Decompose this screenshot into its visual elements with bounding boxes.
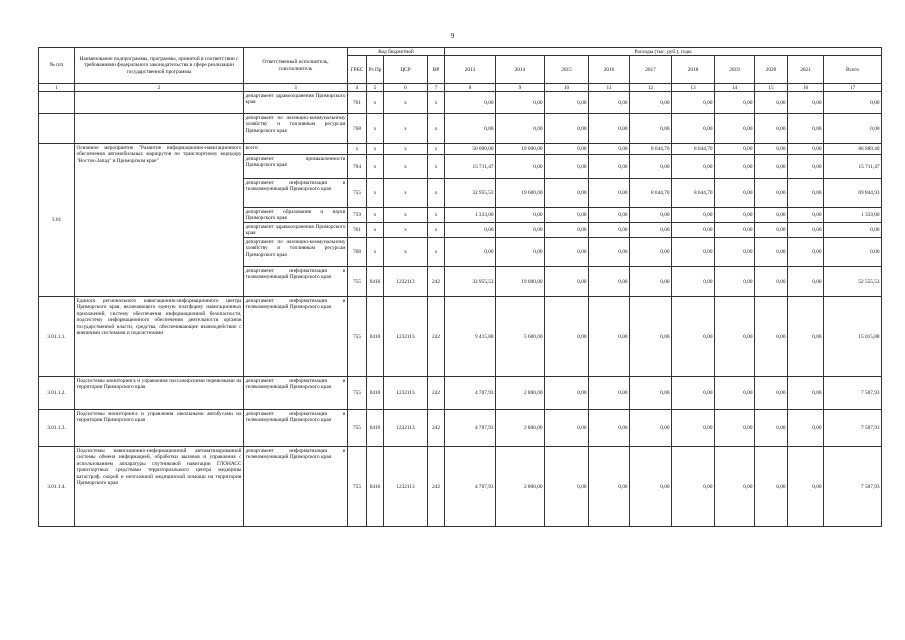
row-rzpr-cell: х [367, 238, 384, 267]
row-number-cell: 3.01.1.1. [39, 297, 75, 377]
row-value-cell: 4 707,93 [445, 447, 496, 527]
col-header-year: 2014 [496, 56, 545, 84]
row-grbs-cell: х [348, 144, 367, 155]
row-value-cell: 15 015,88 [824, 297, 882, 377]
row-value-cell: 0,00 [545, 223, 589, 238]
column-index-cell: 11 [589, 84, 630, 92]
row-value-cell: 0,00 [589, 208, 630, 223]
row-vr-cell: х [428, 223, 445, 238]
column-index-cell: 3 [244, 84, 348, 92]
row-value-cell: 0,00 [545, 297, 589, 377]
row-vr-cell: х [428, 208, 445, 223]
column-index-cell: 12 [630, 84, 672, 92]
col-header-total: Всего [824, 56, 882, 84]
row-value-cell: 0,00 [672, 92, 715, 114]
row-grbs-cell: 755 [348, 297, 367, 377]
row-grbs-cell: 768 [348, 238, 367, 267]
row-value-cell: 0,00 [788, 155, 824, 179]
row-value-cell: 0,00 [715, 92, 755, 114]
row-csr-cell: 1232113 [384, 410, 428, 447]
row-value-cell: 86 889,40 [824, 144, 882, 155]
row-value-cell: 0,00 [672, 297, 715, 377]
row-executor-cell: департамент здравоохранения Приморского края [244, 92, 348, 114]
row-number-cell: 3.01 [39, 144, 75, 297]
row-value-cell: 0,00 [788, 179, 824, 208]
row-csr-cell: х [384, 92, 428, 114]
row-value-cell: 69 844,93 [824, 179, 882, 208]
budget-table [38, 47, 882, 527]
row-value-cell: 0,00 [715, 223, 755, 238]
row-name-cell: Подсистемы мониторинга и управления школьными автобусами на территории Приморского края [75, 410, 244, 447]
row-value-cell: 0,00 [496, 92, 545, 114]
row-value-cell: 32 955,53 [445, 267, 496, 297]
column-index-cell: 17 [824, 84, 882, 92]
row-executor-cell: департамент промышленности Приморского края [244, 155, 348, 179]
column-index-cell: 13 [672, 84, 715, 92]
col-header-year: 2017 [630, 56, 672, 84]
row-value-cell: 0,00 [672, 223, 715, 238]
row-grbs-cell: 794 [348, 155, 367, 179]
row-value-cell: 1 333,00 [445, 208, 496, 223]
row-value-cell: 0,00 [589, 144, 630, 155]
row-value-cell: 0,00 [630, 155, 672, 179]
row-vr-cell: 242 [428, 267, 445, 297]
row-name-cell: Подсистемы мониторинга и управления пассажирскими перевозками на территории Приморского края [75, 377, 244, 410]
row-value-cell: 0,00 [630, 447, 672, 527]
row-value-cell: 0,00 [630, 223, 672, 238]
row-value-cell: 7 507,93 [824, 410, 882, 447]
col-header-year: 2018 [672, 56, 715, 84]
row-value-cell: 0,00 [788, 208, 824, 223]
row-executor-cell: департамент здравоохранения Приморского края [245, 223, 346, 237]
row-value-cell: 0,00 [788, 377, 824, 410]
table-row [39, 144, 882, 155]
row-value-cell: 0,00 [672, 267, 715, 297]
row-value-cell: 0,00 [630, 238, 672, 267]
row-value-cell: 0,00 [755, 114, 788, 144]
row-value-cell: 0,00 [755, 447, 788, 527]
col-header-budget-code: Код бюджетной [348, 48, 445, 56]
row-name-cell [75, 114, 244, 144]
col-header-rzpr: Рз Пр [367, 56, 384, 84]
row-value-cell: 0,00 [630, 208, 672, 223]
col-header-csr: ЦСР [384, 56, 428, 84]
row-value-cell: 15 711,47 [824, 155, 882, 179]
row-value-cell: 0,00 [445, 92, 496, 114]
row-value-cell: 4 707,93 [445, 410, 496, 447]
col-header-name: Наименование подпрограммы, программы, принятой в соответствии с требованиями федерального законодательства в сфере реализации государственной программы [75, 48, 244, 84]
row-vr-cell: х [428, 92, 445, 114]
col-header-year: 2016 [589, 56, 630, 84]
row-value-cell: 0,00 [788, 267, 824, 297]
row-value-cell: 4 707,93 [445, 377, 496, 410]
row-value-cell: 0,00 [715, 208, 755, 223]
row-value-cell: 0,00 [630, 114, 672, 144]
column-index-cell: 4 [348, 84, 367, 92]
row-value-cell: 0,00 [496, 114, 545, 144]
col-header-vr: ВР [428, 56, 445, 84]
row-value-cell: 0,00 [715, 179, 755, 208]
row-value-cell: 0,00 [589, 377, 630, 410]
row-value-cell: 0,00 [496, 208, 545, 223]
row-value-cell: 0,00 [496, 155, 545, 179]
row-value-cell: 0,00 [788, 297, 824, 377]
row-value-cell: 0,00 [755, 238, 788, 267]
col-header-year: 2020 [755, 56, 788, 84]
row-value-cell: 19 600,00 [496, 267, 545, 297]
col-header-grbs: ГРБС [348, 56, 367, 84]
row-grbs-cell: 761 [348, 92, 367, 114]
row-csr-cell: х [384, 208, 428, 223]
row-value-cell: 0,00 [589, 447, 630, 527]
row-number-cell: 3.01.1.4. [39, 447, 75, 527]
row-executor-cell: департамент информатизации и телекоммуникаций Приморского края [244, 297, 348, 377]
row-value-cell: 0,00 [788, 238, 824, 267]
row-value-cell: 0,00 [589, 92, 630, 114]
col-header-num: № п/п [39, 48, 75, 84]
table-row [39, 114, 882, 144]
row-value-cell: 0,00 [589, 410, 630, 447]
row-grbs-cell: 755 [348, 410, 367, 447]
row-vr-cell: х [428, 238, 445, 267]
table-row [39, 410, 882, 447]
row-name-cell: Основное мероприятие "Развитие информационно-навигационного обеспечения автомобильных маршрутов по транспортному коридору "Восток-Запад" в Приморском крае" [75, 144, 244, 297]
row-value-cell: 0,00 [755, 377, 788, 410]
row-value-cell: 15 711,47 [445, 155, 496, 179]
row-value-cell: 0,00 [788, 114, 824, 144]
row-value-cell: 0,00 [589, 155, 630, 179]
row-value-cell: 0,00 [755, 179, 788, 208]
row-executor-cell: департамент информатизации и телекоммуникаций Приморского края [244, 410, 348, 447]
row-value-cell: 1 333,00 [824, 208, 882, 223]
row-value-cell: 0,00 [715, 155, 755, 179]
row-value-cell: 0,00 [545, 114, 589, 144]
row-value-cell: 0,00 [715, 238, 755, 267]
row-rzpr-cell: 0410 [367, 410, 384, 447]
row-grbs-cell: 759 [348, 208, 367, 223]
row-csr-cell: х [384, 179, 428, 208]
table-row [39, 377, 882, 410]
row-value-cell: 0,00 [715, 114, 755, 144]
row-value-cell: 2 800,00 [496, 447, 545, 527]
row-value-cell: 0,00 [545, 377, 589, 410]
row-number-cell [39, 114, 75, 144]
row-value-cell: 0,00 [545, 267, 589, 297]
row-vr-cell: 242 [428, 377, 445, 410]
row-value-cell: 19 600,00 [496, 144, 545, 155]
row-csr-cell: х [384, 144, 428, 155]
row-value-cell: 0,00 [630, 92, 672, 114]
row-value-cell: 5 600,00 [496, 297, 545, 377]
row-value-cell: 2 800,00 [496, 377, 545, 410]
row-value-cell: 0,00 [715, 297, 755, 377]
row-executor-cell: департамент по жилищно-коммунальному хозяйству и топливным ресурсам Приморского края [244, 114, 348, 144]
row-value-cell: 0,00 [715, 144, 755, 155]
row-executor-cell: департамент информатизации и телекоммуникаций Приморского края [244, 377, 348, 410]
col-header-exec: Ответственный исполнитель, соисполнитель [244, 48, 348, 84]
row-executor-cell: департамент информатизации и телекоммуникаций Приморского края [244, 447, 348, 527]
row-value-cell: 9 415,88 [445, 297, 496, 377]
row-value-cell: 0,00 [824, 238, 882, 267]
row-csr-cell: х [384, 238, 428, 267]
row-grbs-cell: 755 [348, 179, 367, 208]
row-csr-cell: 1232113 [384, 297, 428, 377]
row-value-cell: 7 507,93 [824, 377, 882, 410]
row-vr-cell: 242 [428, 410, 445, 447]
column-index-cell: 5 [367, 84, 384, 92]
row-value-cell: 0,00 [545, 447, 589, 527]
row-value-cell: 0,00 [755, 144, 788, 155]
page-number: 9 [450, 32, 455, 40]
row-value-cell: 32 955,53 [445, 179, 496, 208]
row-value-cell: 0,00 [630, 410, 672, 447]
row-value-cell: 52 555,53 [824, 267, 882, 297]
column-index-cell: 1 [39, 84, 75, 92]
row-value-cell: 0,00 [715, 410, 755, 447]
row-value-cell: 0,00 [824, 223, 882, 238]
row-value-cell: 0,00 [630, 297, 672, 377]
column-index-cell: 7 [428, 84, 445, 92]
row-value-cell: 0,00 [545, 238, 589, 267]
row-value-cell: 8 644,70 [630, 179, 672, 208]
row-name-cell: Единого регионального навигационно-информационного центра Приморского края, включающего единую платформу навигационных приложений, систему обеспечения информационной безопасности, подсистему информационного обеспечения деятельности органов государственной власти, средства, обеспечивающие взаимодействие с внешними системами и подсистемами [75, 297, 244, 377]
row-value-cell: 0,00 [788, 92, 824, 114]
row-value-cell: 0,00 [589, 238, 630, 267]
col-header-year: 2015 [545, 56, 589, 84]
row-value-cell: 0,00 [589, 297, 630, 377]
row-value-cell: 0,00 [715, 447, 755, 527]
row-value-cell: 0,00 [672, 114, 715, 144]
row-grbs-cell: 755 [348, 447, 367, 527]
row-vr-cell: х [428, 114, 445, 144]
column-index-cell: 9 [496, 84, 545, 92]
row-value-cell: 0,00 [672, 155, 715, 179]
row-vr-cell: х [428, 179, 445, 208]
column-index-cell: 6 [384, 84, 428, 92]
row-value-cell: 0,00 [630, 377, 672, 410]
row-value-cell: 0,00 [445, 238, 496, 267]
row-rzpr-cell: х [367, 155, 384, 179]
row-value-cell: 0,00 [589, 223, 630, 238]
row-value-cell: 0,00 [715, 267, 755, 297]
row-name-cell [75, 92, 244, 114]
row-vr-cell: х [428, 155, 445, 179]
row-rzpr-cell: х [367, 208, 384, 223]
col-header-year: 2019 [715, 56, 755, 84]
table-row [39, 447, 882, 527]
row-value-cell: 0,00 [445, 114, 496, 144]
row-rzpr-cell: 0410 [367, 377, 384, 410]
row-csr-cell: 1232113 [384, 267, 428, 297]
row-vr-cell: 242 [428, 297, 445, 377]
row-csr-cell: 1232113 [384, 447, 428, 527]
table-row [39, 92, 882, 114]
row-value-cell: 0,00 [672, 238, 715, 267]
column-index-cell: 8 [445, 84, 496, 92]
row-value-cell: 0,00 [788, 447, 824, 527]
row-value-cell: 0,00 [545, 410, 589, 447]
row-value-cell: 8 644,70 [630, 144, 672, 155]
row-value-cell: 0,00 [445, 223, 496, 238]
col-header-year: 2021 [788, 56, 824, 84]
row-value-cell: 8 644,70 [672, 179, 715, 208]
row-number-cell: 3.01.1.2. [39, 377, 75, 410]
row-value-cell: 0,00 [788, 410, 824, 447]
row-value-cell: 0,00 [589, 179, 630, 208]
row-value-cell: 0,00 [672, 208, 715, 223]
row-value-cell: 0,00 [672, 377, 715, 410]
row-name-cell: Подсистемы навигационно-информационной автоматизированной системы обмена информацией, обработки вызовов и управления с использованием аппаратуры спутниковой навигации ГЛОНАСС транспортных средствами территориального центра медицины катастроф, скорой и неотложной медицинской помощи на территории Приморского края [75, 447, 244, 527]
row-vr-cell: х [428, 144, 445, 155]
row-value-cell: 0,00 [672, 447, 715, 527]
row-value-cell: 0,00 [788, 144, 824, 155]
row-executor-cell: департамент образования и науки Приморского края [245, 208, 346, 222]
row-value-cell: 0,00 [545, 208, 589, 223]
row-value-cell: 0,00 [589, 114, 630, 144]
row-value-cell: 0,00 [755, 297, 788, 377]
column-index-cell: 14 [715, 84, 755, 92]
row-value-cell: 0,00 [755, 267, 788, 297]
row-grbs-cell: 755 [348, 377, 367, 410]
row-csr-cell: х [384, 155, 428, 179]
row-value-cell: 0,00 [824, 114, 882, 144]
col-header-expenses: Расходы (тыс. руб.), годы [445, 48, 882, 56]
row-number-cell: 3.01.1.3. [39, 410, 75, 447]
row-value-cell: 0,00 [630, 267, 672, 297]
row-value-cell: 0,00 [755, 208, 788, 223]
row-rzpr-cell: 0410 [367, 447, 384, 527]
row-rzpr-cell: 0410 [367, 297, 384, 377]
column-index-cell: 2 [75, 84, 244, 92]
row-grbs-cell: 755 [348, 267, 367, 297]
row-rzpr-cell: х [367, 114, 384, 144]
row-value-cell: 0,00 [672, 410, 715, 447]
row-value-cell: 8 644,70 [672, 144, 715, 155]
row-value-cell: 0,00 [545, 179, 589, 208]
row-executor-cell: департамент информатизации и телекоммуникаций Приморского края [244, 267, 348, 297]
row-value-cell: 2 800,00 [496, 410, 545, 447]
row-value-cell: 0,00 [545, 155, 589, 179]
row-rzpr-cell: х [367, 179, 384, 208]
row-csr-cell: х [384, 114, 428, 144]
table-row [39, 297, 882, 377]
row-value-cell: 0,00 [824, 92, 882, 114]
row-value-cell: 0,00 [755, 410, 788, 447]
col-header-year: 2013 [445, 56, 496, 84]
row-value-cell: 0,00 [545, 92, 589, 114]
row-executor-cell: департамент информатизации и телекоммуникаций Приморского края [244, 179, 348, 208]
row-value-cell: 0,00 [496, 223, 545, 238]
row-value-cell: 0,00 [589, 267, 630, 297]
row-grbs-cell: 761 [348, 223, 367, 238]
column-index-cell: 16 [788, 84, 824, 92]
row-rzpr-cell: х [367, 144, 384, 155]
row-rzpr-cell: 0410 [367, 267, 384, 297]
row-value-cell: 0,00 [755, 92, 788, 114]
row-executor-cell: всего: [244, 144, 348, 155]
row-value-cell: 0,00 [755, 155, 788, 179]
row-executor-cell: департамент по жилищно-коммунальному хозяйству и топливным ресурсам Приморского края [244, 238, 348, 267]
column-index-cell: 10 [545, 84, 589, 92]
row-value-cell: 7 507,93 [824, 447, 882, 527]
row-grbs-cell: 768 [348, 114, 367, 144]
row-value-cell: 0,00 [788, 223, 824, 238]
row-rzpr-cell: х [367, 92, 384, 114]
row-value-cell: 0,00 [496, 238, 545, 267]
row-csr-cell: 1232113 [384, 377, 428, 410]
row-vr-cell: 242 [428, 447, 445, 527]
row-value-cell: 0,00 [545, 144, 589, 155]
row-value-cell: 0,00 [755, 223, 788, 238]
row-value-cell: 0,00 [715, 377, 755, 410]
row-value-cell: 50 000,00 [445, 144, 496, 155]
column-index-cell: 15 [755, 84, 788, 92]
row-number-cell [39, 92, 75, 114]
column-index-row [39, 84, 882, 92]
row-value-cell: 19 600,00 [496, 179, 545, 208]
row-csr-cell: х [384, 223, 428, 238]
row-rzpr-cell: х [367, 223, 384, 238]
